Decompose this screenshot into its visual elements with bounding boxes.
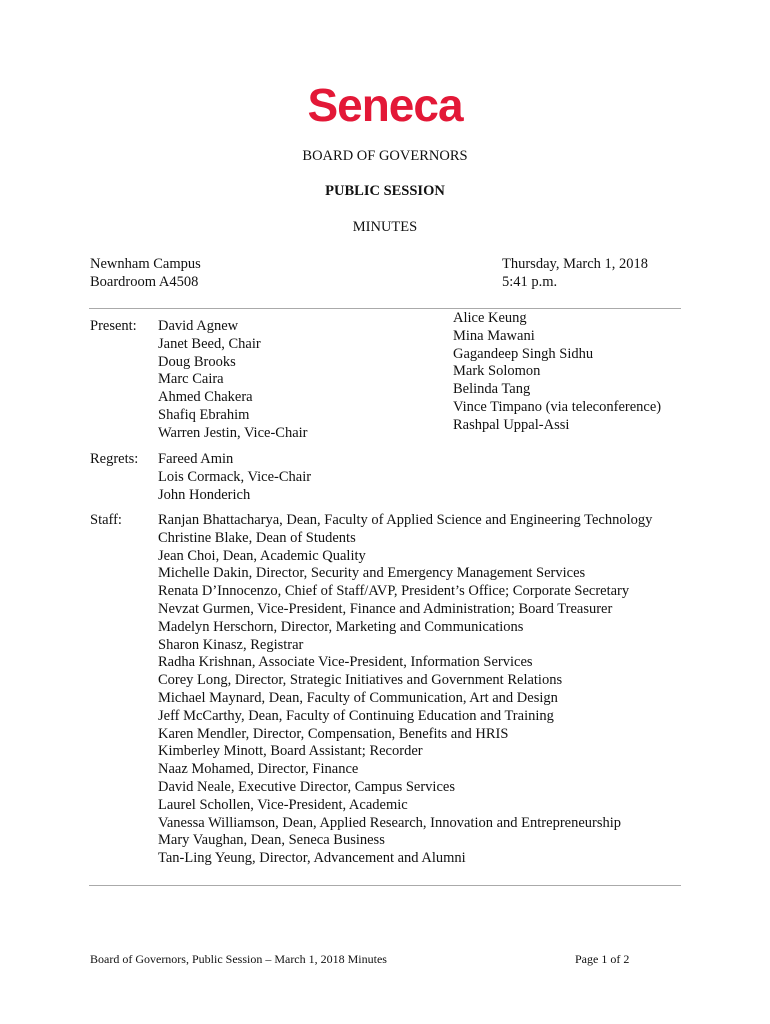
session-title: PUBLIC SESSION	[325, 183, 445, 199]
staff-label: Staff:	[90, 512, 122, 528]
list-item: Gagandeep Singh Sidhu	[453, 345, 594, 362]
divider-bottom	[89, 885, 681, 886]
list-item: John Honderich	[158, 486, 251, 503]
list-item: Mina Mawani	[453, 327, 535, 344]
meeting-location	[90, 255, 201, 291]
list-item: Mary Vaughan, Dean, Seneca Business	[158, 832, 385, 849]
doc-type: MINUTES	[352, 219, 418, 235]
regrets-list	[158, 451, 311, 504]
list-item: Naaz Mohamed, Director, Finance	[158, 761, 359, 778]
list-item: Michelle Dakin, Director, Security and Emergency Management Services	[158, 565, 586, 582]
list-item: Janet Beed, Chair	[158, 335, 261, 352]
list-item: Christine Blake, Dean of Students	[158, 529, 356, 546]
footer-title: Board of Governors, Public Session – March 1, 2018 Minutes	[90, 952, 387, 966]
list-item: Vince Timpano (via teleconference)	[453, 398, 662, 415]
list-item: Corey Long, Director, Strategic Initiatives and Government Relations	[158, 672, 563, 689]
present-list-col1	[158, 318, 308, 443]
list-item: Michael Maynard, Dean, Faculty of Communication, Art and Design	[158, 689, 558, 706]
board-title: BOARD OF GOVERNORS	[302, 148, 468, 164]
list-item: Radha Krishnan, Associate Vice-President, Information Services	[158, 654, 533, 671]
list-item: Laurel Schollen, Vice-President, Academic	[158, 796, 408, 813]
list-item: Kimberley Minott, Board Assistant; Recorder	[158, 743, 423, 760]
list-item: Ahmed Chakera	[158, 389, 253, 406]
list-item: Karen Mendler, Director, Compensation, Benefits and HRIS	[158, 725, 509, 742]
staff-list	[158, 512, 652, 868]
meeting-date: Thursday, March 1, 2018	[502, 256, 649, 272]
room: Boardroom A4508	[90, 274, 199, 290]
list-item: Rashpal Uppal-Assi	[453, 416, 570, 433]
present-list-col2	[453, 310, 661, 435]
list-item: Belinda Tang	[453, 381, 531, 398]
divider-top	[89, 308, 681, 309]
seneca-logo: Seneca	[307, 79, 463, 131]
list-item: Alice Keung	[453, 310, 527, 326]
campus: Newnham Campus	[90, 256, 201, 272]
list-item: Warren Jestin, Vice-Chair	[158, 424, 308, 441]
meeting-time: 5:41 p.m.	[502, 274, 558, 290]
list-item: Fareed Amin	[158, 451, 234, 467]
meeting-datetime	[502, 255, 648, 291]
regrets-label: Regrets:	[90, 451, 139, 467]
list-item: David Neale, Executive Director, Campus Services	[158, 778, 455, 795]
list-item: Jeff McCarthy, Dean, Faculty of Continuing Education and Training	[158, 707, 554, 724]
list-item: Jean Choi, Dean, Academic Quality	[158, 547, 366, 564]
list-item: Tan-Ling Yeung, Director, Advancement and Alumni	[158, 850, 466, 867]
list-item: Madelyn Herschorn, Director, Marketing and Communications	[158, 618, 524, 635]
list-item: Nevzat Gurmen, Vice-President, Finance and Administration; Board Treasurer	[158, 600, 613, 617]
page-number: Page 1 of 2	[575, 952, 630, 966]
list-item: Doug Brooks	[158, 353, 236, 370]
present-label: Present:	[90, 318, 137, 334]
list-item: Sharon Kinasz, Registrar	[158, 636, 304, 653]
list-item: Shafiq Ebrahim	[158, 406, 250, 423]
list-item: Marc Caira	[158, 371, 224, 388]
list-item: David Agnew	[158, 318, 239, 334]
list-item: Vanessa Williamson, Dean, Applied Research, Innovation and Entrepreneurship	[158, 814, 622, 831]
list-item: Renata D’Innocenzo, Chief of Staff/AVP, President’s Office; Corporate Secretary	[158, 583, 630, 600]
list-item: Lois Cormack, Vice-Chair	[158, 468, 312, 485]
list-item: Mark Solomon	[453, 363, 541, 380]
list-item: Ranjan Bhattacharya, Dean, Faculty of Applied Science and Engineering Technology	[158, 512, 653, 528]
